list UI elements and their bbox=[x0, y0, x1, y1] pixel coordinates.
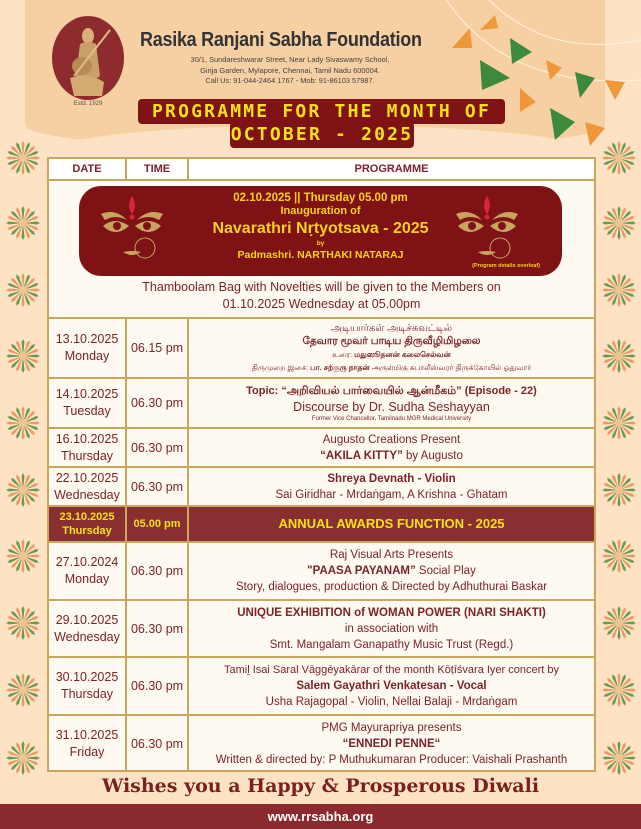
website-link[interactable]: www.rrsabha.org bbox=[267, 809, 374, 824]
table-row-programme bbox=[189, 468, 594, 505]
flag bbox=[480, 15, 498, 30]
flower-icon bbox=[5, 472, 41, 508]
programme-line: Story, dialogues, production & Directed by Adhuthurai Baskar bbox=[235, 581, 548, 593]
day-value: Wednesday bbox=[54, 629, 120, 644]
table-row-programme bbox=[189, 716, 594, 772]
programme-singer: பா. சற்குரு நாதன் bbox=[310, 363, 370, 372]
flower-icon bbox=[601, 140, 637, 176]
flower-icon bbox=[601, 338, 637, 374]
day-value: Tuesday bbox=[63, 404, 111, 418]
page-title-line2: OCTOBER - 2025 bbox=[230, 122, 414, 148]
header-date: DATE bbox=[49, 159, 125, 179]
table-row-date bbox=[49, 379, 125, 427]
table-row-time: 05.00 pm bbox=[133, 518, 181, 530]
programme-detail: அருள்மிகு கபாலீஸ்வரர் திருக்கோயில் ஓதுவார் bbox=[369, 363, 532, 372]
table-row-date bbox=[49, 543, 125, 599]
navarathri-banner bbox=[79, 186, 562, 276]
programme-label: திருமுறை இசை: bbox=[251, 363, 311, 372]
programme-title: "PAASA PAYANAM” bbox=[307, 565, 416, 577]
table-row-time: 06.30 pm bbox=[130, 679, 184, 693]
flower-icon bbox=[5, 338, 41, 374]
date-value: 16.10.2025 bbox=[55, 431, 119, 446]
date-value: 31.10.2025 bbox=[55, 728, 119, 742]
programme-line: in association with bbox=[344, 622, 439, 635]
feature-title: Navarathri Nṛtyotsava - 2025 bbox=[212, 220, 429, 237]
day-value: Wednesday bbox=[54, 487, 120, 502]
address-line: Call Us: 91-044-2464 1767 - Mob: 91-86103 57987. bbox=[205, 76, 375, 85]
page-title-line1: PROGRAMME FOR THE MONTH OF bbox=[138, 99, 505, 124]
flower-icon bbox=[601, 605, 637, 641]
header-time: TIME bbox=[127, 159, 187, 179]
table-row-date bbox=[49, 319, 125, 377]
date-value: 29.10.2025 bbox=[55, 612, 119, 627]
programme-line: Topic: “அறிவியல் பார்வையில் ஆன்மீகம்” (Episode - 22) bbox=[246, 385, 537, 397]
table-row-date bbox=[49, 658, 125, 714]
divider bbox=[125, 159, 127, 179]
day-value: Monday bbox=[64, 349, 110, 363]
table-row-programme bbox=[189, 601, 594, 656]
flower-icon bbox=[5, 140, 41, 176]
programme-detail: Social Play bbox=[415, 565, 476, 577]
table-row-date bbox=[49, 507, 125, 541]
table-row-time: 06.30 pm bbox=[130, 621, 184, 636]
address-line: Girija Garden, Mylapore, Chennai, Tamil Nadu 600004. bbox=[200, 65, 380, 75]
programme-line: “ENNEDI PENNE“ bbox=[342, 738, 441, 750]
divider bbox=[49, 179, 594, 181]
programme-table bbox=[47, 157, 596, 772]
flag bbox=[575, 72, 595, 98]
flower-icon bbox=[5, 405, 41, 441]
flag bbox=[520, 88, 536, 112]
programme-line: Augusto Creations Present bbox=[322, 433, 461, 446]
date-value: 14.10.2025 bbox=[55, 387, 119, 401]
saraswati-logo bbox=[52, 16, 124, 100]
table-row-date bbox=[49, 429, 125, 466]
day-value: Thursday bbox=[60, 448, 114, 463]
divider bbox=[187, 159, 189, 179]
flower-icon bbox=[5, 740, 41, 776]
table-row-time: 06.30 pm bbox=[130, 440, 184, 455]
thamboolam-notice bbox=[49, 279, 594, 313]
table-row-programme bbox=[189, 429, 594, 466]
table-row-date bbox=[49, 601, 125, 656]
flower-icon bbox=[601, 405, 637, 441]
feature-date: 02.10.2025 || Thursday 05.00 pm bbox=[233, 192, 408, 204]
programme-line: Former Vice Chancellor, Tamilnadu MGR Medical University bbox=[311, 416, 472, 422]
programme-line: Raj Visual Arts Presents bbox=[329, 549, 454, 561]
flower-icon bbox=[601, 538, 637, 574]
bunting-decoration bbox=[440, 0, 641, 160]
programme-line: தேவார மூவர் பாடிய திருவீழிமிழலை bbox=[302, 335, 481, 347]
diwali-wishes: Wishes you a Happy & Prosperous Diwali bbox=[101, 775, 540, 797]
table-row-time: 06.30 pm bbox=[130, 396, 184, 410]
programme-line: Sai Giridhar - Mrdaṅgam, A Krishna - Ghatam bbox=[275, 488, 508, 501]
date-value: 13.10.2025 bbox=[55, 332, 119, 346]
programme-detail: by Augusto bbox=[402, 449, 463, 462]
org-address bbox=[150, 55, 430, 87]
programme-line: Smt. Mangalam Ganapathy Music Trust (Regd.) bbox=[269, 638, 514, 651]
table-row-programme bbox=[189, 658, 594, 714]
date-value: 27.10.2024 bbox=[55, 555, 119, 569]
programme-speaker: மதுஸூதனன் கலைசெல்வன் bbox=[354, 350, 451, 359]
flag bbox=[452, 28, 472, 48]
table-row-programme bbox=[189, 543, 594, 599]
flower-icon bbox=[601, 740, 637, 776]
programme-line: UNIQUE EXHIBITION of WOMAN POWER (NARI SHAKTI) bbox=[237, 606, 546, 619]
programme-line: Salem Gayathri Venkatesan - Vocal bbox=[296, 680, 487, 692]
flower-icon bbox=[5, 605, 41, 641]
feature-by: by bbox=[316, 240, 325, 247]
org-name: Rasika Ranjani Sabha Foundation bbox=[140, 29, 422, 51]
programme-line: அடியார்கள் அடிச்சுவட்டில் bbox=[330, 323, 453, 334]
programme-line: Shreya Devnath - Violin bbox=[327, 472, 456, 485]
table-row-date bbox=[49, 468, 125, 505]
programme-line: PMG Mayurapriya presents bbox=[321, 722, 462, 734]
programme-label: உரை: bbox=[332, 350, 355, 359]
flag bbox=[605, 80, 625, 100]
flower-icon bbox=[5, 272, 41, 308]
table-row-time: 06.15 pm bbox=[130, 341, 184, 355]
flower-icon bbox=[5, 538, 41, 574]
programme-line: Written & directed by: P Muthukumaran Producer: Vaishali Prashanth bbox=[215, 754, 568, 766]
programme-title: “AKILA KITTY” bbox=[320, 449, 403, 462]
table-row-programme bbox=[189, 379, 594, 427]
flower-icon bbox=[601, 672, 637, 708]
day-value: Monday bbox=[64, 572, 110, 586]
feature-artist: Padmashri. NARTHAKI NATARAJ bbox=[237, 249, 404, 261]
day-value: Thursday bbox=[62, 525, 112, 537]
date-value: 23.10.2025 bbox=[59, 511, 115, 523]
date-value: 30.10.2025 bbox=[55, 670, 119, 684]
table-row-programme: ANNUAL AWARDS FUNCTION - 2025 bbox=[278, 516, 505, 531]
table-row-time: 06.30 pm bbox=[130, 564, 184, 578]
table-row-time: 06.30 pm bbox=[130, 479, 184, 494]
day-value: Friday bbox=[69, 745, 105, 759]
table-row-time: 06.30 pm bbox=[130, 737, 184, 751]
programme-line: Tamiḻ Isai Saral Vāggēyakārar of the month Kōṭīśvara Iyer concert by bbox=[223, 664, 560, 676]
flag bbox=[550, 108, 575, 140]
flower-icon bbox=[601, 205, 637, 241]
flower-icon bbox=[601, 272, 637, 308]
footer-bar bbox=[0, 804, 641, 829]
thamboolam-line: Thamboolam Bag with Novelties will be given to the Members on bbox=[142, 280, 501, 294]
flag bbox=[546, 60, 562, 80]
table-row-programme bbox=[189, 319, 594, 377]
header-programme: PROGRAMME bbox=[189, 159, 594, 179]
table-row-date bbox=[49, 716, 125, 772]
flag bbox=[480, 60, 510, 90]
flower-icon bbox=[601, 472, 637, 508]
feature-note: (Program details overleaf) bbox=[472, 263, 540, 269]
programme-line: Discourse by Dr. Sudha Seshayyan bbox=[293, 400, 490, 414]
flag bbox=[510, 38, 532, 64]
programme-line: Usha Rajagopal - Violin, Nellai Balaji - Mrdaṅgam bbox=[265, 696, 518, 708]
flower-icon bbox=[5, 205, 41, 241]
day-value: Thursday bbox=[60, 687, 114, 701]
date-value: 22.10.2025 bbox=[55, 470, 119, 485]
feature-subtitle: Inauguration of bbox=[280, 205, 361, 217]
address-line: 30/1, Sundareshwarar Street, Near Lady Sivaswamy School, bbox=[190, 55, 390, 64]
thamboolam-line: 01.10.2025 Wednesday at 05.00pm bbox=[222, 297, 421, 311]
flower-icon bbox=[5, 672, 41, 708]
established-year: Estd. 1929 bbox=[73, 101, 103, 107]
